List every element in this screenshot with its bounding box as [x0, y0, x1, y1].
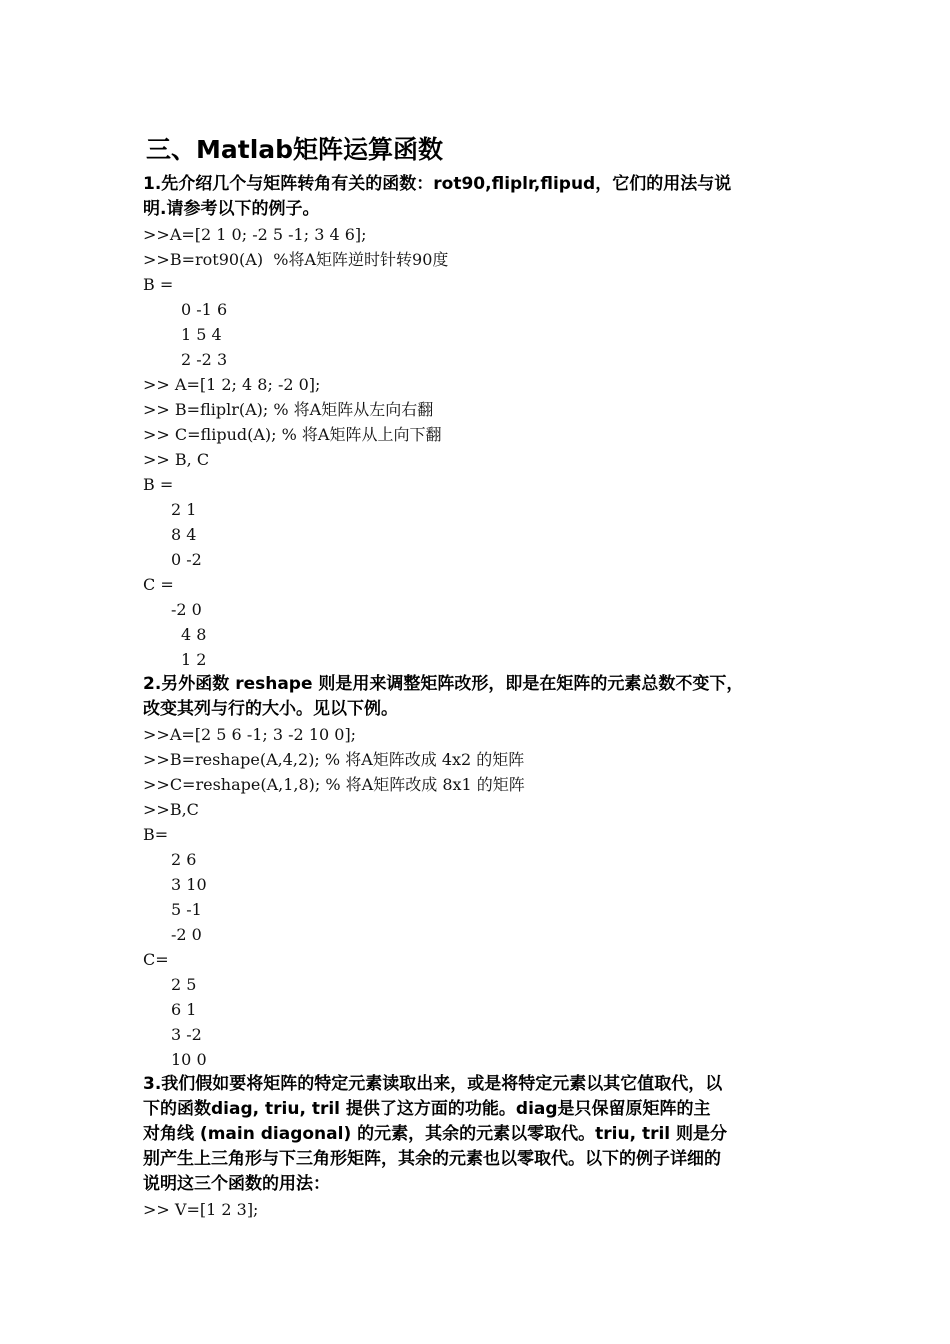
code-line: 6 1: [171, 1000, 197, 1019]
code-line: B =: [143, 275, 174, 294]
code-line: >> B, C: [143, 450, 210, 469]
code-line: >> V=[1 2 3];: [143, 1200, 259, 1219]
code-line: B=: [143, 825, 169, 844]
paragraph-line: 3.我们假如要将矩阵的特定元素读取出来，或是将特定元素以其它值取代，以: [143, 1074, 723, 1094]
paragraph-line: 说明这三个函数的用法：: [143, 1174, 330, 1194]
code-line: -2 0: [171, 600, 202, 619]
code-line: 3 10: [171, 875, 207, 894]
code-line: 1 5 4: [181, 325, 222, 344]
code-line: >>B,C: [143, 800, 199, 819]
code-line: 5 -1: [171, 900, 202, 919]
paragraph-b2: [143, 672, 813, 722]
code-line: -2 0: [171, 925, 202, 944]
code-line: 2 5: [171, 975, 197, 994]
code-line: 2 1: [171, 500, 197, 519]
paragraph-b1: [143, 172, 813, 222]
code-line: B =: [143, 475, 174, 494]
paragraph-line: 对角线 (main diagonal) 的元素，其余的元素以零取代。triu, tril 则是分: [143, 1124, 728, 1144]
document-body: [143, 172, 813, 1222]
code-line: 3 -2: [171, 1025, 202, 1044]
paragraph-line: 2.另外函数 reshape 则是用来调整矩阵改形，即是在矩阵的元素总数不变下，: [143, 674, 744, 694]
code-line: >> B=fliplr(A); % 将A矩阵从左向右翻: [143, 400, 434, 419]
document-content: [143, 128, 813, 1222]
paragraph-line: 改变其列与行的大小。见以下例。: [143, 699, 398, 719]
code-line: 1 2: [181, 650, 207, 669]
code-block-b1: [143, 222, 813, 672]
code-line: >>A=[2 1 0; -2 5 -1; 3 4 6];: [143, 225, 367, 244]
code-block-b2: [143, 722, 813, 1072]
section-heading: 三、Matlab矩阵运算函数: [146, 135, 444, 164]
paragraph-b3: [143, 1072, 813, 1197]
code-line: 2 6: [171, 850, 197, 869]
code-line: >> C=flipud(A); % 将A矩阵从上向下翻: [143, 425, 442, 444]
code-line: 0 -2: [171, 550, 202, 569]
code-line: 8 4: [171, 525, 197, 544]
code-line: 2 -2 3: [181, 350, 228, 369]
paragraph-line: 下的函数diag, triu, tril 提供了这方面的功能。diag是只保留原矩阵的主: [143, 1099, 711, 1119]
paragraph-line: 明.请参考以下的例子。: [143, 199, 320, 219]
code-block-b3: [143, 1197, 813, 1222]
paragraph-line: 1.先介绍几个与矩阵转角有关的函数：rot90,fliplr,flipud，它们的用法与说: [143, 174, 732, 194]
code-line: >> A=[1 2; 4 8; -2 0];: [143, 375, 321, 394]
code-line: 4 8: [181, 625, 207, 644]
code-line: 10 0: [171, 1050, 207, 1069]
code-line: >>B=reshape(A,4,2); % 将A矩阵改成 4x2 的矩阵: [143, 750, 525, 769]
code-line: >>B=rot90(A) %将A矩阵逆时针转90度: [143, 250, 449, 269]
paragraph-line: 别产生上三角形与下三角形矩阵，其余的元素也以零取代。以下的例子详细的: [143, 1149, 721, 1169]
code-line: C =: [143, 575, 174, 594]
code-line: 0 -1 6: [181, 300, 228, 319]
code-line: >>A=[2 5 6 -1; 3 -2 10 0];: [143, 725, 357, 744]
code-line: C=: [143, 950, 169, 969]
code-line: >>C=reshape(A,1,8); % 将A矩阵改成 8x1 的矩阵: [143, 775, 525, 794]
